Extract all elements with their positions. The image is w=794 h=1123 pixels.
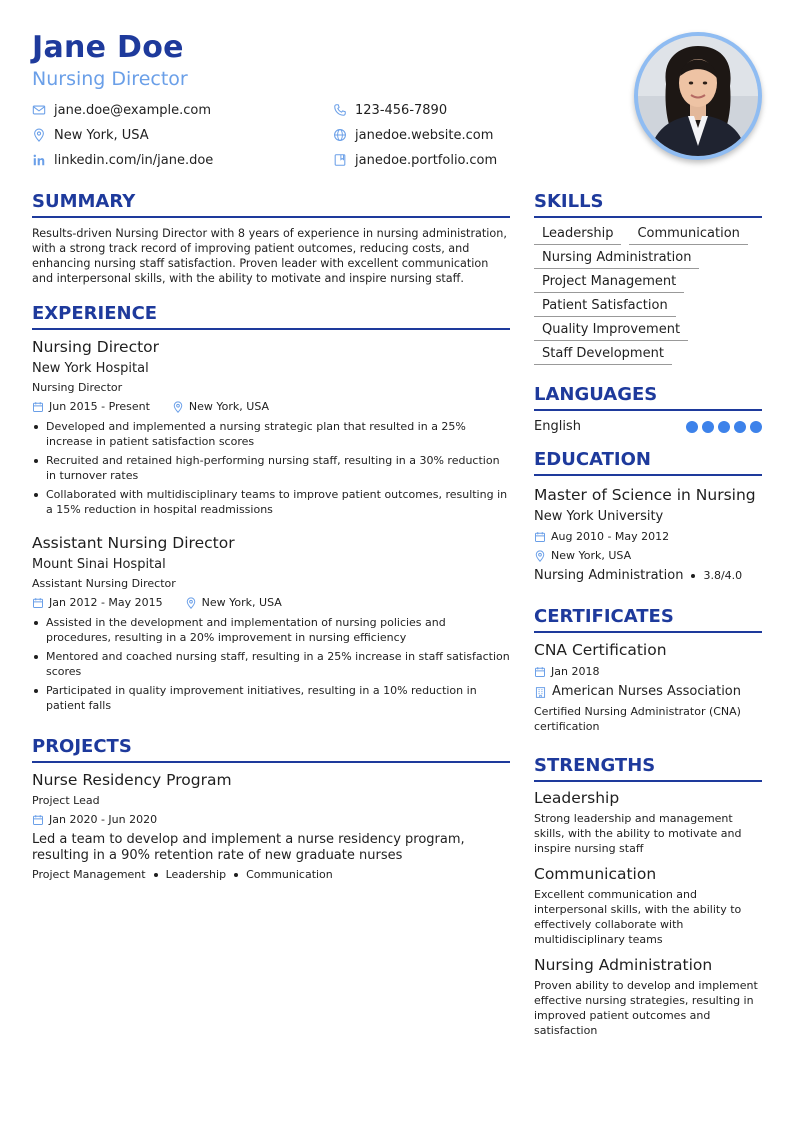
strength-item — [534, 788, 762, 856]
projects-heading: PROJECTS — [32, 735, 510, 763]
bullet-item: Assisted in the development and implementation of nursing policies and procedures, resulting in a 20% improvement in nursing efficiency — [32, 615, 510, 645]
location-pin-icon — [32, 128, 46, 142]
experience-heading: EXPERIENCE — [32, 302, 510, 330]
resume-title: Nursing Director — [32, 68, 188, 90]
skill-tag: Nursing Administration — [534, 249, 699, 269]
bullet-item: Mentored and coached nursing staff, resulting in a 25% increase in staff satisfaction scores — [32, 649, 510, 679]
strength-title: Nursing Administration — [534, 956, 713, 974]
language-name: English — [534, 419, 581, 434]
bullet-item: Developed and implemented a nursing strategic plan that resulted in a 25% increase in patient satisfaction scores — [32, 419, 510, 449]
project-dates: Jan 2020 - Jun 2020 — [49, 813, 158, 826]
education-gpa: 3.8/4.0 — [703, 569, 743, 582]
job-dates: Jan 2012 - May 2015 — [49, 596, 163, 609]
project-title: Nurse Residency Program — [32, 771, 232, 789]
job-title: Nursing Director — [32, 338, 160, 356]
bookmark-icon — [333, 153, 347, 167]
strength-title: Communication — [534, 865, 657, 883]
job-dates: Jun 2015 - Present — [49, 400, 150, 413]
project-tags — [32, 867, 510, 883]
bullet-item: Collaborated with multidisciplinary teams to improve patient outcomes, resulting in a 15% reduction in hospital readmissions — [32, 487, 510, 517]
certificate-issuer-row — [534, 683, 762, 701]
project-tag: Communication — [246, 868, 333, 881]
experience-item — [32, 533, 510, 713]
project-meta — [32, 812, 510, 828]
right-column — [534, 190, 762, 1038]
language-row — [534, 419, 762, 434]
education-field-row — [534, 567, 762, 585]
bullet-item: Participated in quality improvement initiatives, resulting in a 10% reduction in patient falls — [32, 683, 510, 713]
skill-tag: Staff Development — [534, 345, 672, 365]
company-name: Mount Sinai Hospital — [32, 557, 166, 572]
contact-email[interactable]: jane.doe@example.com — [32, 101, 211, 119]
summary-text: Results-driven Nursing Director with 8 years of experience in nursing administration, with a strong track record of improving patient outcomes, reducing costs, and enhancing nursing staff satisfaction. Proven leader with excellent communication and interpersonal skills, with the ability to motivate and inspire nursing staff. — [32, 227, 507, 285]
calendar-icon — [32, 401, 44, 413]
job-title: Assistant Nursing Director — [32, 534, 235, 552]
languages-heading: LANGUAGES — [534, 383, 762, 411]
education-degree: Master of Science in Nursing — [534, 486, 756, 504]
certificate-date-row — [534, 664, 762, 680]
calendar-icon — [32, 597, 44, 609]
project-tag: Project Management — [32, 868, 146, 881]
certificates-heading: CERTIFICATES — [534, 605, 762, 633]
calendar-icon — [534, 531, 546, 543]
certificate-name: CNA Certification — [534, 641, 667, 659]
level-dot — [718, 421, 730, 433]
contact-portfolio[interactable]: janedoe.portfolio.com — [333, 151, 497, 169]
strength-title: Leadership — [534, 789, 620, 807]
contact-website[interactable]: janedoe.website.com — [333, 126, 493, 144]
project-role: Project Lead — [32, 794, 100, 807]
level-dot — [702, 421, 714, 433]
education-location: New York, USA — [551, 549, 632, 562]
skills-heading: SKILLS — [534, 190, 762, 218]
mail-icon — [32, 103, 46, 117]
language-level — [682, 421, 762, 433]
skill-tag: Leadership — [534, 225, 621, 245]
certificate-date: Jan 2018 — [551, 665, 600, 678]
job-location: New York, USA — [201, 596, 282, 609]
resume-name: Jane Doe — [32, 30, 184, 65]
education-school: New York University — [534, 509, 664, 524]
job-meta — [32, 595, 510, 611]
level-dot — [734, 421, 746, 433]
location-pin-icon — [185, 597, 197, 609]
strengths-heading: STRENGTHS — [534, 754, 762, 782]
strength-item — [534, 864, 762, 947]
education-dates-row — [534, 529, 762, 545]
location-pin-icon — [534, 550, 546, 562]
linkedin-icon — [32, 153, 46, 167]
bullet-item: Recruited and retained high-performing nursing staff, resulting in a 30% reduction in turnover rates — [32, 453, 510, 483]
skill-tag: Quality Improvement — [534, 321, 688, 341]
job-meta — [32, 399, 510, 415]
building-icon — [534, 686, 547, 699]
education-field: Nursing Administration — [534, 568, 684, 583]
skill-tag: Communication — [629, 225, 747, 245]
strength-item — [534, 955, 762, 1038]
contact-location: New York, USA — [32, 126, 149, 144]
job-location: New York, USA — [188, 400, 270, 413]
experience-item — [32, 337, 510, 517]
globe-icon — [333, 128, 347, 142]
summary-heading: SUMMARY — [32, 190, 510, 218]
skill-tag: Project Management — [534, 273, 684, 293]
contact-phone[interactable]: 123-456-7890 — [333, 101, 447, 119]
strength-text: Strong leadership and management skills, with the ability to motivate and inspire nursing staff — [534, 812, 742, 855]
left-column — [32, 190, 510, 883]
project-description: Led a team to develop and implement a nurse residency program, resulting in a 90% retention rate of new graduate nurses — [32, 832, 465, 863]
education-location-row — [534, 548, 762, 564]
calendar-icon — [534, 666, 546, 678]
calendar-icon — [32, 814, 44, 826]
job-role: Assistant Nursing Director — [32, 577, 176, 590]
certificate-description: Certified Nursing Administrator (CNA) certification — [534, 705, 741, 733]
job-bullets — [32, 419, 510, 517]
education-heading: EDUCATION — [534, 448, 762, 476]
portrait-image — [638, 36, 758, 156]
level-dot — [686, 421, 698, 433]
phone-icon — [333, 103, 347, 117]
profile-photo — [634, 32, 762, 160]
certificate-issuer: American Nurses Association — [552, 684, 742, 699]
strength-text: Proven ability to develop and implement effective nursing strategies, resulting in improved patient outcomes and satisfaction — [534, 979, 758, 1037]
project-item — [32, 770, 510, 883]
contact-linkedin[interactable]: linkedin.com/in/jane.doe — [32, 151, 213, 169]
company-name: New York Hospital — [32, 361, 149, 376]
strength-text: Excellent communication and interpersonal skills, with the ability to effectively collaborate with multidisciplinary teams — [534, 888, 742, 946]
education-dates: Aug 2010 - May 2012 — [551, 530, 670, 543]
job-role: Nursing Director — [32, 381, 123, 394]
level-dot — [750, 421, 762, 433]
skill-tag: Patient Satisfaction — [534, 297, 676, 317]
skills-list — [534, 225, 762, 369]
job-bullets — [32, 615, 510, 713]
project-tag: Leadership — [165, 868, 227, 881]
location-pin-icon — [172, 401, 184, 413]
